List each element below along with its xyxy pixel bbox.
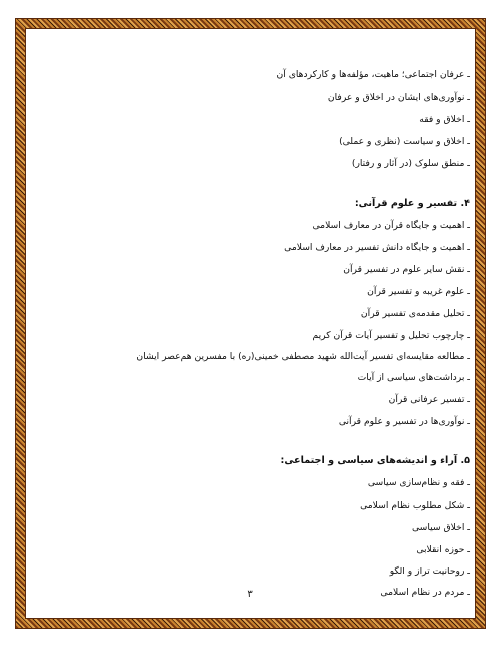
- list-item: ـ مطالعه مقایسه‌ای تفسیر آیت‌الله شهید مصطفی خمینی(ره) با مفسرین هم‌عصر ایشان: [136, 351, 470, 362]
- list-item: ـ منطق سلوک (در آثار و رفتار): [351, 158, 470, 169]
- list-item: ـ شکل مطلوب نظام اسلامی: [360, 500, 470, 511]
- list-item: ـ اهمیت و جایگاه دانش تفسیر در معارف اسلامی: [284, 242, 470, 253]
- list-item: ـ برداشت‌های سیاسی از آیات: [357, 372, 470, 383]
- list-item: ـ اهمیت و جایگاه قرآن در معارف اسلامی: [312, 220, 470, 231]
- page-number: ۳: [247, 589, 253, 600]
- list-item: ـ تفسیر عرفانی قرآن: [388, 394, 470, 405]
- list-item: ـ مردم در نظام اسلامی: [380, 587, 470, 598]
- list-item: ـ روحانیت تراز و الگو: [389, 566, 470, 577]
- list-item: ـ نوآوری‌های ایشان در اخلاق و عرفان: [327, 92, 470, 103]
- page-content: [30, 30, 470, 615]
- section-heading: ۴. تفسیر و علوم قرآنی:: [354, 198, 470, 209]
- list-item: ـ اخلاق و فقه: [419, 114, 470, 125]
- list-item: ـ چارچوب تحلیل و تفسیر آیات قرآن کریم: [312, 330, 470, 341]
- list-item: ـ حوزه انقلابی: [416, 544, 470, 555]
- list-item: ـ عرفان اجتماعی؛ ماهیت، مؤلفه‌ها و کارکردهای آن: [276, 69, 470, 80]
- list-item: ـ علوم غریبه و تفسیر قرآن: [367, 286, 470, 297]
- list-item: ـ نوآوری‌ها در تفسیر و علوم قرآنی: [338, 416, 470, 427]
- list-item: ـ تحلیل مقدمه‌ی تفسیر قرآن: [360, 308, 470, 319]
- list-item: ـ اخلاق سیاسی: [411, 522, 470, 533]
- section-heading: ۵. آراء و اندیشه‌های سیاسی و اجتماعی:: [280, 455, 470, 466]
- list-item: ـ اخلاق و سیاست (نظری و عملی): [339, 136, 470, 147]
- list-item: ـ فقه و نظام‌سازی سیاسی: [367, 477, 470, 488]
- list-item: ـ نقش سایر علوم در تفسیر قرآن: [343, 264, 470, 275]
